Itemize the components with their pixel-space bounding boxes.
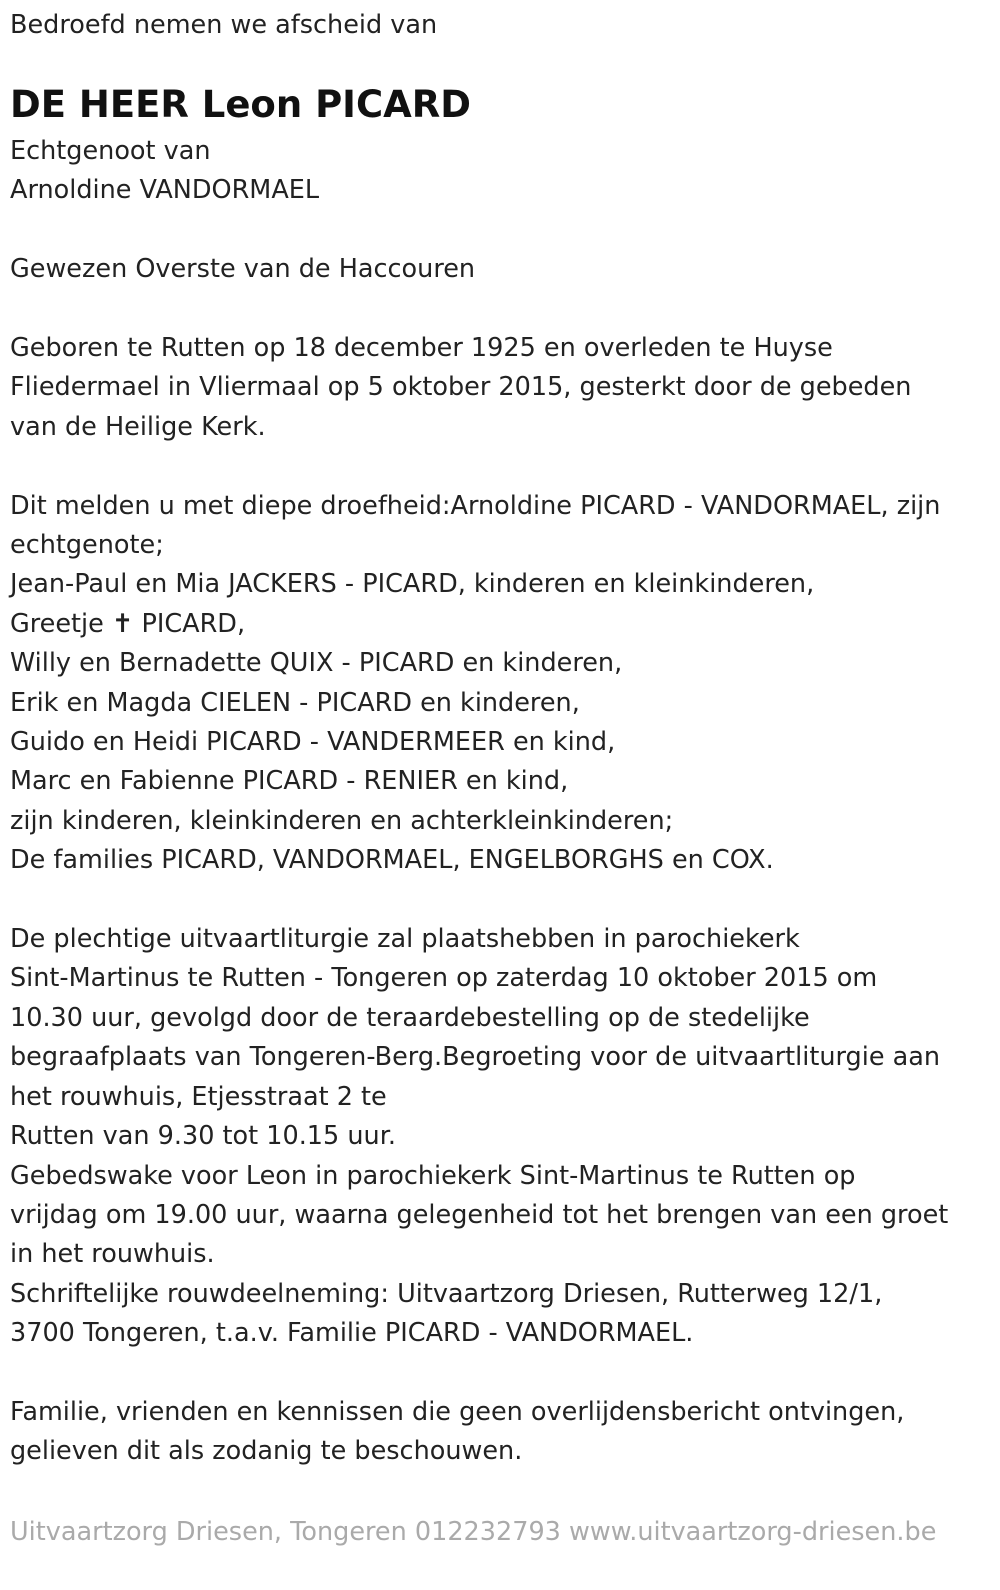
intro-text: Bedroefd nemen we afscheid van — [10, 10, 438, 40]
spacer — [10, 211, 948, 250]
spacer — [10, 881, 948, 920]
closing-line: Familie, vrienden en kennissen die geen overlijdensbericht ontvingen, — [10, 1396, 905, 1427]
birth-death-line: van de Heilige Kerk. — [10, 411, 266, 442]
closing-paragraph — [10, 1393, 948, 1472]
spacer — [10, 447, 948, 486]
ceremony-line: 3700 Tongeren, t.a.v. Familie PICARD - VANDORMAEL. — [10, 1318, 694, 1349]
birth-death-line: Fliedermael in Vliermaal op 5 oktober 2015, gesterkt door de gebeden — [10, 372, 912, 403]
spacer — [10, 1354, 948, 1393]
ceremony-line: Schriftelijke rouwdeelneming: Uitvaartzorg Driesen, Rutterweg 12/1, — [10, 1278, 883, 1309]
family-line: Marc en Fabienne PICARD - RENIER en kind, — [10, 766, 569, 797]
greetje-first-name: Greetje — [10, 608, 104, 639]
ceremony-line: in het rouwhuis. — [10, 1239, 215, 1270]
ceremony-paragraph — [10, 920, 948, 1353]
spouse-name: Arnoldine VANDORMAEL — [10, 175, 320, 206]
family-line: Dit melden u met diepe droefheid:Arnoldine PICARD - VANDORMAEL, zijn — [10, 490, 941, 521]
family-line: Jean-Paul en Mia JACKERS - PICARD, kinderen en kleinkinderen, — [10, 569, 815, 600]
ceremony-line: Gebedswake voor Leon in parochiekerk Sint-Martinus te Rutten op — [10, 1160, 856, 1191]
ceremony-line: het rouwhuis, Etjesstraat 2 te — [10, 1081, 387, 1112]
family-line: Willy en Bernadette QUIX - PICARD en kinderen, — [10, 648, 623, 679]
closing-line: gelieven dit als zodanig te beschouwen. — [10, 1436, 523, 1467]
family-line: zijn kinderen, kleinkinderen en achterkleinkinderen; — [10, 805, 674, 836]
family-line: Guido en Heidi PICARD - VANDERMEER en kind, — [10, 727, 616, 758]
family-paragraph — [10, 487, 948, 881]
greetje-last-name: PICARD, — [141, 608, 246, 639]
spacer — [10, 290, 948, 329]
ceremony-line: vrijdag om 19.00 uur, waarna gelegenheid tot het brengen van een groet — [10, 1199, 949, 1230]
former-title: Gewezen Overste van de Haccouren — [10, 254, 476, 285]
birth-death-paragraph — [10, 329, 948, 447]
ceremony-line: begraafplaats van Tongeren-Berg.Begroeting voor de uitvaartliturgie aan — [10, 1042, 941, 1073]
notice-body — [10, 132, 948, 1472]
family-line: echtgenote; — [10, 530, 164, 561]
funeral-home-footer: Uitvaartzorg Driesen, Tongeren 012232793 www.uitvaartzorg-driesen.be — [10, 1517, 937, 1547]
family-line-greetje — [10, 605, 948, 644]
family-line: Erik en Magda CIELEN - PICARD en kinderen, — [10, 687, 580, 718]
ceremony-line: 10.30 uur, gevolgd door de teraardebestelling op de stedelijke — [10, 1002, 810, 1033]
birth-death-line: Geboren te Rutten op 18 december 1925 en overleden te Huyse — [10, 333, 833, 363]
spouse-label: Echtgenoot van — [10, 136, 211, 166]
cross-icon: ✝ — [111, 608, 134, 639]
family-line: De families PICARD, VANDORMAEL, ENGELBORGHS en COX. — [10, 845, 774, 876]
ceremony-line: De plechtige uitvaartliturgie zal plaatshebben in parochiekerk — [10, 924, 800, 955]
deceased-name: DE HEER Leon PICARD — [10, 83, 471, 126]
ceremony-line: Sint-Martinus te Rutten - Tongeren op zaterdag 10 oktober 2015 om — [10, 963, 878, 994]
ceremony-line: Rutten van 9.30 tot 10.15 uur. — [10, 1121, 396, 1152]
